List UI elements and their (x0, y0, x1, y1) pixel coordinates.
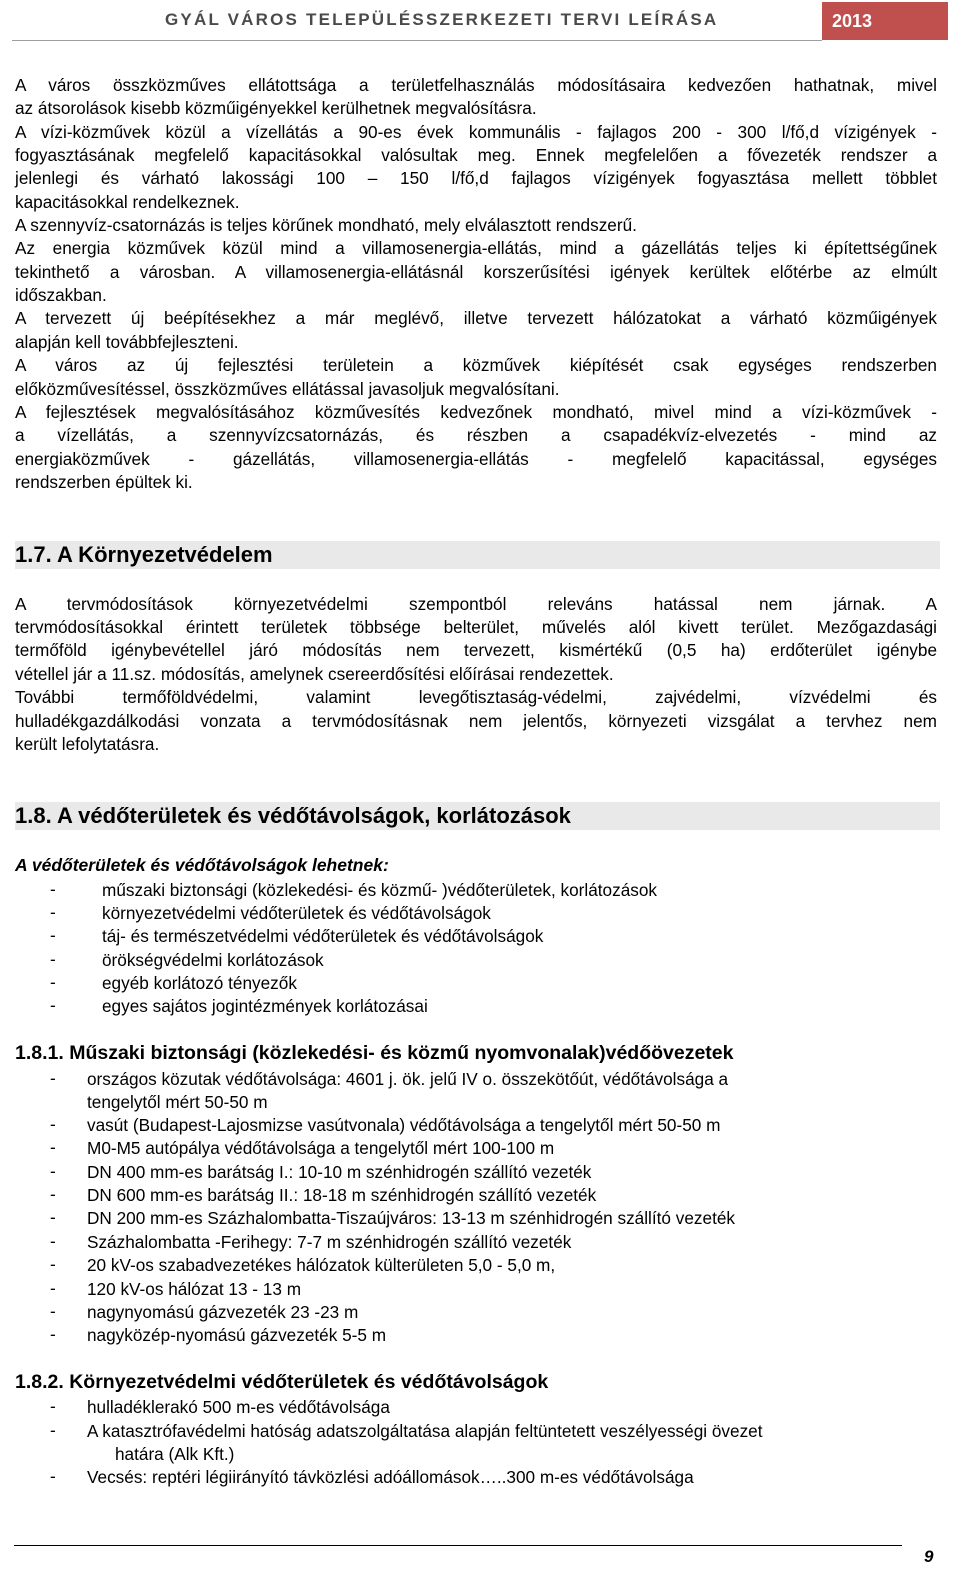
text-line: fogyasztásának megfelelő kapacitásokkal valósultak meg. Ennek megfelelően a fővezeték rendszer a (15, 145, 937, 165)
text-line: alapján kell továbbfejleszteni. (15, 332, 239, 352)
list-dash: - (50, 879, 56, 899)
list-item: DN 400 mm-es barátság I.: 10-10 m szénhidrogén szállító vezeték (87, 1162, 592, 1182)
list-dash: - (50, 1207, 56, 1227)
text-line: vétellel jár a 11.sz. módosítás, amelynek csereerdősítési előírásai rendezettek. (15, 664, 614, 684)
list-dash: - (50, 1466, 56, 1486)
text-line: tervmódosításokkal érintett területek többsége belterület, művelés alól kivett terület. Mezőgazdasági (15, 617, 937, 637)
text-line: termőföld igénybevétellel járó módosítás nem tervezett, kismértékű (0,5 ha) erdőterület igénybe (15, 640, 937, 660)
text-line: tekinthető a városban. A villamosenergia-ellátásnál korszerűsítési igények kerültek előtérbe az elmúlt (15, 262, 937, 282)
text-line: előközművesítéssel, összközműves ellátással javasoljuk megvalósítani. (15, 379, 560, 399)
list-item: örökségvédelmi korlátozások (102, 950, 324, 970)
list-dash: - (50, 1420, 56, 1440)
list-item: Vecsés: reptéri légiirányító távközlési adóállomások…..300 m-es védőtávolsága (87, 1467, 694, 1487)
text-line: hulladékgazdálkodási vonzata a tervmódosításnak nem jelentős, környezeti vizsgálat a tervhez nem (15, 711, 937, 731)
list-item: környezetvédelmi védőterületek és védőtávolságok (102, 903, 491, 923)
list-item: 20 kV-os szabadvezetékes hálózatok külterületen 5,0 - 5,0 m, (87, 1255, 556, 1275)
list-item: Százhalombatta -Ferihegy: 7-7 m szénhidrogén szállító vezeték (87, 1232, 572, 1252)
text-line: A város összközműves ellátottsága a területfelhasználás módosításaira kedvezően hathatnak, mivel (15, 75, 937, 95)
list-item: A katasztrófavédelmi hatóság adatszolgáltatása alapján feltüntetett veszélyességi övezet (87, 1421, 763, 1441)
section-heading: 1.7. A Környezetvédelem (15, 541, 940, 569)
text-line: A szennyvíz-csatornázás is teljes körűnek mondható, mely elválasztott rendszerű. (15, 215, 637, 235)
list-dash: - (50, 1301, 56, 1321)
subsection-heading: 1.8.2. Környezetvédelmi védőterületek és védőtávolságok (15, 1371, 549, 1393)
list-item: M0-M5 autópálya védőtávolsága a tengelytől mért 100-100 m (87, 1138, 555, 1158)
list-item: országos közutak védőtávolsága: 4601 j. ök. jelű IV o. összekötőút, védőtávolsága a (87, 1069, 729, 1089)
text-line: jelenlegi és várható lakossági 100 – 150 l/fő,d fajlagos vízigények fogyasztása mellett többlet (15, 168, 937, 188)
list-dash: - (50, 902, 56, 922)
list-item: nagynyomású gázvezeték 23 -23 m (87, 1302, 359, 1322)
list-dash: - (50, 1161, 56, 1181)
list-dash: - (50, 1254, 56, 1274)
list-dash: - (50, 972, 56, 992)
section-heading: 1.8. A védőterületek és védőtávolságok, korlátozások (15, 802, 940, 830)
list-item: egyéb korlátozó tényezők (102, 973, 297, 993)
list-item: vasút (Budapest-Lajosmizse vasútvonala) védőtávolsága a tengelytől mért 50-50 m (87, 1115, 721, 1135)
text-line: További termőföldvédelmi, valamint levegőtisztaság-védelmi, zajvédelmi, vízvédelmi és (15, 687, 937, 707)
list-item-continuation: tengelytől mért 50-50 m (87, 1092, 268, 1112)
list-dash: - (50, 1068, 56, 1088)
list-dash: - (50, 1231, 56, 1251)
text-line: a vízellátás, a szennyvízcsatornázás, és részben a csapadékvíz-elvezetés - mind az (15, 425, 937, 445)
list-item: hulladéklerakó 500 m-es védőtávolsága (87, 1397, 390, 1417)
list-item: DN 600 mm-es barátság II.: 18-18 m szénhidrogén szállító vezeték (87, 1185, 597, 1205)
text-line: rendszerben épültek ki. (15, 472, 193, 492)
list-dash: - (50, 925, 56, 945)
text-line: energiaközművek - gázellátás, villamosenergia-ellátás - megfelelő kapacitással, egységes (15, 449, 937, 469)
text-line: időszakban. (15, 285, 107, 305)
list-dash: - (50, 949, 56, 969)
list-dash: - (50, 1396, 56, 1416)
list-dash: - (50, 1278, 56, 1298)
text-line: A tervmódosítások környezetvédelmi szempontból releváns hatással nem járnak. A (15, 594, 937, 614)
text-line: Az energia közművek közül mind a villamosenergia-ellátás, mind a gázellátás teljes ki építettségűnek (15, 238, 937, 258)
document-title: GYÁL VÁROS TELEPÜLÉSSZERKEZETI TERVI LEÍRÁSA (165, 10, 719, 29)
text-line: az átsorolások kisebb közműigényekkel kerülhetnek megvalósításra. (15, 98, 537, 118)
list-item: DN 200 mm-es Százhalombatta-Tiszaújváros: 13-13 m szénhidrogén szállító vezeték (87, 1208, 735, 1228)
list-item: 120 kV-os hálózat 13 - 13 m (87, 1279, 302, 1299)
list-dash: - (50, 1114, 56, 1134)
list-item: egyes sajátos jogintézmények korlátozásai (102, 996, 428, 1016)
page-number: 9 (924, 1547, 934, 1566)
list-item-continuation: határa (Alk Kft.) (115, 1444, 235, 1464)
text-line: A vízi-közművek közül a vízellátás a 90-es évek kommunális - fajlagos 200 - 300 l/fő,d vízigények - (15, 122, 937, 142)
year-badge: 2013 (822, 2, 948, 40)
list-intro: A védőterületek és védőtávolságok lehetnek: (15, 855, 389, 875)
list-item: nagyközép-nyomású gázvezeték 5-5 m (87, 1325, 387, 1345)
text-line: kapacitásokkal rendelkeznek. (15, 192, 240, 212)
list-dash: - (50, 995, 56, 1015)
text-line: került lefolytatásra. (15, 734, 160, 754)
list-dash: - (50, 1324, 56, 1344)
subsection-heading: 1.8.1. Műszaki biztonsági (közlekedési- és közmű nyomvonalak)védőövezetek (15, 1042, 734, 1064)
list-item: műszaki biztonsági (közlekedési- és közmű- )védőterületek, korlátozások (102, 880, 658, 900)
footer-rule (14, 1545, 902, 1546)
list-dash: - (50, 1137, 56, 1157)
header-rule (12, 40, 822, 41)
list-dash: - (50, 1184, 56, 1204)
text-line: A város az új fejlesztési területein a közművek kiépítését csak egységes rendszerben (15, 355, 937, 375)
list-item: táj- és természetvédelmi védőterületek és védőtávolságok (102, 926, 544, 946)
text-line: A tervezett új beépítésekhez a már meglévő, illetve tervezett hálózatokat a várható közműigények (15, 308, 937, 328)
text-line: A fejlesztések megvalósításához közművesítés kedvezőnek mondható, mivel mind a vízi-közművek - (15, 402, 937, 422)
